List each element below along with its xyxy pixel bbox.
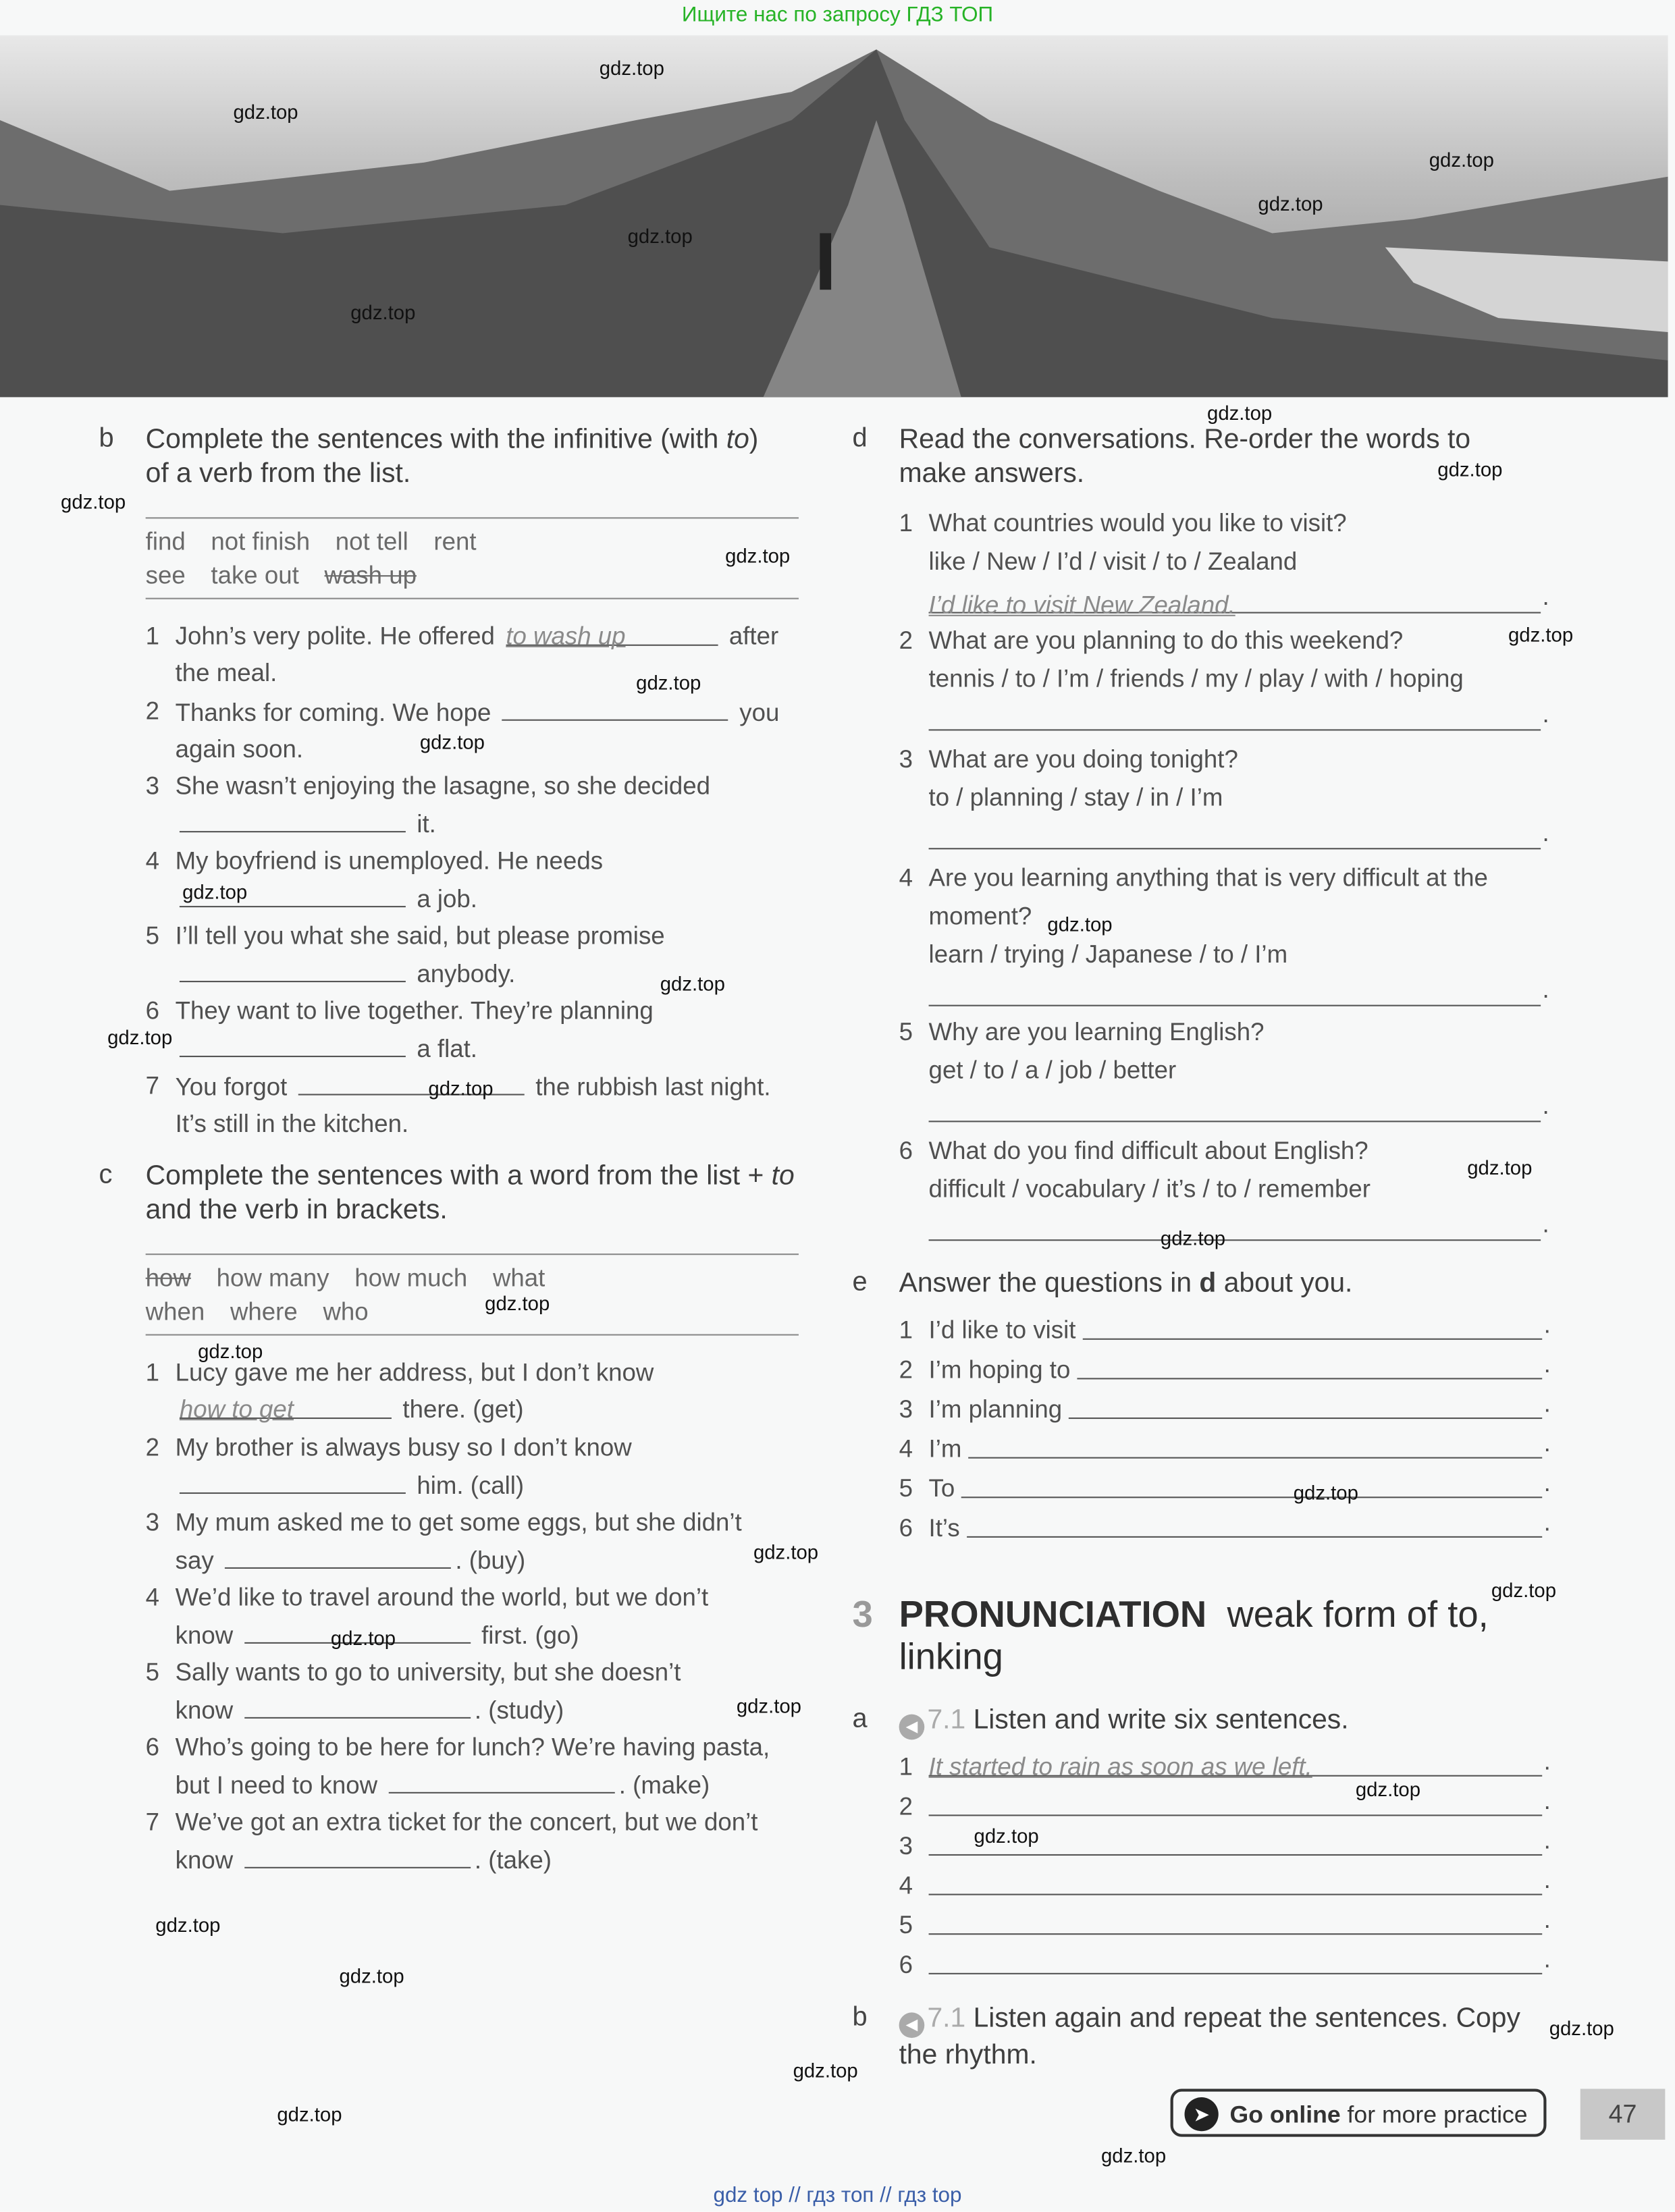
word-list-b	[146, 517, 799, 599]
item-line	[176, 769, 826, 805]
watermark: gdz.top	[1258, 192, 1323, 215]
item-number: 4	[899, 1434, 913, 1463]
go-online-bold: Go online	[1229, 2101, 1341, 2129]
word-order-prompt: to / planning / stay / in / I’m	[928, 782, 1223, 811]
conversation-item	[899, 740, 1537, 849]
watermark: gdz.top	[660, 972, 725, 995]
answer-text: It started to rain as soon as we left.	[928, 1752, 1312, 1781]
answer-item	[899, 1353, 1551, 1388]
watermark: gdz.top	[1508, 623, 1574, 646]
section-b-letter: b	[99, 424, 114, 454]
watermark: gdz.top	[330, 1626, 396, 1650]
word-option: see	[145, 561, 186, 590]
item-number: 6	[899, 1950, 913, 1979]
item-line	[176, 1766, 826, 1803]
sentence-start: I’m hoping to	[928, 1355, 1071, 1384]
item-number: 4	[899, 1871, 913, 1899]
item-line	[176, 1691, 826, 1728]
word-order-prompt: learn / trying / Japanese / to / I’m	[928, 940, 1288, 969]
answer-item	[899, 1472, 1551, 1507]
watermark: gdz.top	[1047, 913, 1113, 936]
item-line	[176, 1580, 826, 1616]
heading-text: about you.	[1216, 1268, 1353, 1299]
answer-item	[899, 1313, 1551, 1349]
item-text: know	[175, 1845, 240, 1874]
item-number: 3	[145, 772, 160, 801]
item-line	[176, 1106, 826, 1141]
item-line	[176, 1029, 826, 1067]
item-line	[176, 919, 826, 954]
word-option: not tell	[335, 527, 408, 556]
word-order-prompt: like / New / I’d / visit / to / Zealand	[928, 547, 1298, 576]
track-number: 7.1	[927, 2002, 966, 2034]
item-text: We’d like to travel around the world, but we don’t	[175, 1582, 709, 1611]
item-number: 2	[899, 626, 913, 655]
question-text: What countries would you like to visit?	[928, 508, 1347, 537]
answer-blank[interactable]	[180, 1029, 406, 1056]
pron-b-letter: b	[852, 2002, 868, 2032]
item-text: . (study)	[474, 1695, 564, 1724]
item-number: 6	[899, 1513, 913, 1542]
word-option: take out	[211, 561, 299, 590]
pron-b-instruction	[899, 2001, 1549, 2072]
sentence-start: I’m	[928, 1434, 962, 1463]
item-number: 4	[145, 1582, 160, 1611]
item-number: 1	[899, 508, 913, 537]
item-text: a job.	[410, 884, 478, 913]
sentence-start: I’m planning	[928, 1395, 1063, 1424]
answer-item	[899, 1392, 1551, 1428]
watermark: gdz.top	[1293, 1481, 1358, 1504]
heading-text: Complete the sentences with a word from the list +	[145, 1160, 772, 1191]
item-line	[176, 694, 826, 731]
item-text: a flat.	[410, 1033, 477, 1062]
answer-text: how to get	[179, 1394, 294, 1423]
answer-blank[interactable]	[180, 1466, 406, 1493]
item-text: . (make)	[618, 1770, 710, 1799]
mountain-photo	[0, 35, 1668, 397]
item-number: 6	[899, 1136, 913, 1165]
sentence-start: To	[928, 1474, 955, 1503]
instruction-text: Listen and write six sentences.	[973, 1704, 1349, 1736]
conversation-item	[899, 859, 1537, 1006]
watermark: gdz.top	[339, 1964, 404, 1987]
item-number: 3	[899, 745, 913, 774]
item-text: I’ll tell you what she said, but please promise	[175, 921, 665, 950]
question-text: Are you learning anything that is very difficult at the moment?	[928, 863, 1488, 930]
question-text: What do you find difficult about English?	[928, 1136, 1368, 1165]
item-line	[176, 994, 826, 1029]
section-d-heading: Read the conversations. Re-order the words to make answers.	[899, 424, 1471, 489]
word-option: how many	[216, 1263, 329, 1292]
word-option: wash up	[324, 561, 417, 590]
item-number: 5	[145, 1657, 160, 1686]
answer-item	[899, 1432, 1551, 1467]
watermark: gdz.top	[428, 1077, 494, 1100]
exercise-item	[145, 1730, 826, 1804]
exercise-item	[145, 1505, 826, 1579]
item-number: 3	[899, 1831, 913, 1860]
exercise-item	[145, 1655, 826, 1729]
item-line	[176, 1541, 826, 1578]
item-number: 3	[145, 1507, 160, 1536]
answer-blank[interactable]	[179, 1391, 392, 1423]
word-order-prompt: tennis / to / I’m / friends / my / play / with / hoping	[928, 664, 1464, 693]
heading-bold: d	[1199, 1268, 1217, 1299]
exercise-item	[145, 1805, 826, 1879]
word-option: what	[492, 1263, 546, 1292]
section-c-letter: c	[99, 1160, 113, 1190]
item-line	[176, 805, 826, 842]
watermark: gdz.top	[155, 1913, 221, 1937]
item-text: him. (call)	[410, 1470, 525, 1499]
word-option: not finish	[211, 527, 311, 556]
cursor-icon: ➤	[1185, 2097, 1219, 2131]
go-online-button[interactable]	[1171, 2088, 1547, 2136]
sentence-line	[899, 1908, 1551, 1939]
item-number: 4	[899, 863, 913, 892]
answer-blank[interactable]	[225, 1541, 451, 1568]
item-number: 2	[899, 1355, 913, 1384]
item-line	[176, 1430, 826, 1466]
answer-line[interactable]	[929, 1789, 1543, 1816]
sentence-start: It’s	[928, 1513, 960, 1542]
item-line	[176, 655, 826, 691]
answer-line[interactable]	[929, 1096, 1541, 1123]
item-number: 5	[899, 1017, 913, 1046]
question-text: Why are you learning English?	[928, 1017, 1265, 1046]
exercise-item	[145, 1069, 826, 1142]
item-line	[176, 1616, 826, 1653]
conversation-item	[899, 1132, 1537, 1241]
watermark: gdz.top	[1437, 458, 1503, 481]
item-text: My brother is always busy so I don’t know	[175, 1433, 632, 1461]
watermark: gdz.top	[1160, 1226, 1226, 1249]
answer-text: to wash up	[506, 622, 626, 651]
answer-line[interactable]	[929, 1947, 1543, 1974]
conversation-item	[899, 622, 1537, 730]
item-text: You forgot	[175, 1073, 294, 1101]
sentence-line	[899, 1868, 1551, 1899]
exercise-item	[145, 1430, 826, 1504]
track-number: 7.1	[927, 1704, 966, 1736]
answer-line[interactable]	[929, 704, 1541, 731]
exercise-item	[145, 1355, 826, 1428]
watermark: gdz.top	[627, 224, 693, 248]
item-text: but I need to know	[175, 1770, 385, 1799]
section-e-heading	[899, 1266, 1353, 1300]
watermark: gdz.top	[1491, 1578, 1557, 1602]
item-text: My mum asked me to get some eggs, but she didn’t	[175, 1507, 742, 1536]
exercise-item	[145, 619, 826, 691]
word-option: who	[323, 1297, 369, 1326]
item-text: Thanks for coming. We hope	[175, 698, 498, 727]
item-text: Lucy gave me her address, but I don’t know	[175, 1358, 654, 1386]
watermark: gdz.top	[736, 1694, 801, 1717]
sentence-start: I’d like to visit	[928, 1316, 1076, 1345]
top-banner[interactable]: Ищите нас по запросу ГДЗ ТОП	[681, 3, 994, 27]
conversation-item	[899, 1013, 1537, 1122]
item-number: 6	[145, 1732, 160, 1761]
answer-blank[interactable]	[244, 1841, 471, 1868]
exercise-item	[145, 919, 826, 995]
item-line	[176, 1069, 826, 1106]
section-d-letter: d	[852, 424, 868, 454]
audio-icon[interactable]: ◀	[899, 2012, 925, 2038]
item-number: 2	[899, 1791, 913, 1820]
item-number: 1	[145, 622, 160, 651]
question-text: What are you doing tonight?	[928, 745, 1238, 774]
heading-text: and the verb in brackets.	[145, 1194, 448, 1226]
audio-icon[interactable]: ◀	[899, 1715, 925, 1740]
item-text: . (take)	[474, 1845, 552, 1874]
item-number: 1	[145, 1358, 160, 1386]
watermark: gdz.top	[277, 2103, 342, 2126]
exercise-item	[145, 994, 826, 1067]
item-line	[176, 1841, 826, 1878]
item-text: John’s very polite. He offered	[175, 622, 502, 651]
answer-line[interactable]	[928, 587, 1541, 620]
heading-text: ) of a verb from the list.	[145, 424, 759, 489]
word-option: find	[145, 527, 186, 556]
answer-line[interactable]	[1069, 1392, 1543, 1419]
item-text: It’s still in the kitchen.	[175, 1108, 409, 1137]
question-text: What are you planning to do this weekend?	[928, 626, 1404, 655]
watermark: gdz.top	[753, 1540, 819, 1563]
section-number: 3	[852, 1592, 873, 1636]
word-option: how	[145, 1263, 191, 1292]
item-text: after	[722, 622, 779, 651]
item-text: you	[733, 698, 780, 727]
watermark: gdz.top	[61, 490, 126, 514]
answer-blank[interactable]	[506, 619, 718, 651]
word-option: where	[230, 1297, 298, 1326]
sentence-line	[899, 1789, 1551, 1820]
item-text: there. (get)	[396, 1394, 524, 1423]
watermark: gdz.top	[1467, 1156, 1533, 1179]
answer-blank[interactable]	[180, 954, 406, 981]
watermark: gdz.top	[793, 2059, 858, 2082]
heading-text: Answer the questions in	[899, 1268, 1200, 1299]
page-number: 47	[1580, 2088, 1666, 2139]
item-text: They want to live together. They’re planning	[175, 996, 654, 1025]
answer-line[interactable]	[928, 1750, 1543, 1781]
watermark: gdz.top	[1207, 401, 1273, 425]
item-number: 5	[145, 921, 160, 950]
answer-line[interactable]	[929, 1868, 1543, 1895]
item-number: 7	[145, 1807, 160, 1836]
item-line	[176, 1505, 826, 1541]
word-option: how much	[354, 1263, 468, 1292]
watermark: gdz.top	[233, 100, 298, 124]
instruction-text: Listen again and repeat the sentences. Copy the rhythm.	[899, 2002, 1520, 2071]
answer-line[interactable]	[929, 823, 1541, 850]
watermark: gdz.top	[1429, 148, 1494, 171]
go-online-text: for more practice	[1340, 2101, 1528, 2129]
watermark: gdz.top	[198, 1339, 263, 1363]
watermark: gdz.top	[725, 544, 791, 567]
item-line	[176, 1730, 826, 1766]
answer-blank[interactable]	[389, 1766, 615, 1793]
answer-line[interactable]	[967, 1511, 1542, 1538]
answer-item	[899, 1511, 1551, 1546]
answer-line[interactable]	[929, 979, 1541, 1006]
exercise-item	[145, 769, 826, 842]
item-line	[176, 1355, 826, 1391]
item-text: She wasn’t enjoying the lasagne, so she decided	[175, 772, 711, 801]
item-text: My boyfriend is unemployed. He needs	[175, 846, 604, 875]
item-text: know	[175, 1620, 240, 1649]
item-number: 2	[145, 1433, 160, 1461]
heading-italic: to	[726, 424, 749, 456]
answer-line[interactable]	[1083, 1313, 1542, 1340]
item-text: first. (go)	[474, 1620, 579, 1649]
pron-a-instruction	[899, 1703, 1349, 1739]
item-line	[176, 1655, 826, 1691]
answer-line[interactable]	[1078, 1353, 1542, 1380]
heading-italic: to	[771, 1160, 795, 1191]
conversation-item	[899, 504, 1537, 620]
item-number: 7	[145, 1071, 160, 1100]
item-text: it.	[410, 809, 436, 838]
item-line	[176, 731, 826, 767]
pronunciation-subtitle: weak form of to, linking	[899, 1592, 1489, 1678]
bottom-footer-links[interactable]: gdz top // гдз топ // гдз top	[713, 2183, 962, 2208]
item-text: Who’s going to be here for lunch? We’re having pasta,	[175, 1732, 770, 1761]
watermark: gdz.top	[636, 671, 701, 695]
item-number: 5	[899, 1474, 913, 1503]
section-c-heading	[146, 1159, 796, 1226]
word-order-prompt: difficult / vocabulary / it’s / to / remember	[928, 1174, 1371, 1203]
watermark: gdz.top	[419, 730, 485, 753]
answer-line[interactable]	[962, 1472, 1542, 1499]
watermark: gdz.top	[974, 1824, 1039, 1847]
pron-a-letter: a	[852, 1704, 868, 1734]
item-text: anybody.	[410, 959, 516, 988]
watermark: gdz.top	[485, 1291, 550, 1315]
item-number: 2	[145, 697, 160, 726]
item-text: know	[175, 1695, 240, 1724]
item-text: We’ve got an extra ticket for the concert, but we don’t	[175, 1807, 758, 1836]
word-option: rent	[433, 527, 477, 556]
item-number: 1	[899, 1752, 913, 1781]
answer-line[interactable]	[929, 1214, 1541, 1241]
section-b-heading	[146, 423, 782, 490]
answer-blank[interactable]	[244, 1691, 471, 1718]
watermark: gdz.top	[350, 300, 416, 324]
item-number: 4	[145, 846, 160, 875]
item-line	[176, 954, 826, 995]
item-text: Sally wants to go to university, but she doesn’t	[175, 1657, 681, 1686]
watermark: gdz.top	[1549, 2016, 1614, 2040]
answer-text: I’d like to visit New Zealand.	[928, 591, 1235, 620]
item-line	[176, 880, 826, 917]
watermark: gdz.top	[1100, 2144, 1167, 2167]
item-number: 5	[899, 1910, 913, 1939]
watermark: gdz.top	[1355, 1777, 1421, 1801]
word-order-prompt: get / to / a / job / better	[928, 1055, 1177, 1084]
item-line	[176, 619, 826, 655]
item-line	[176, 844, 826, 880]
heading-text: Complete the sentences with the infinitive (with	[145, 424, 726, 456]
item-number: 6	[145, 996, 160, 1025]
sentence-line	[899, 1947, 1551, 1979]
item-line	[176, 1805, 826, 1841]
watermark: gdz.top	[182, 880, 248, 903]
answer-blank[interactable]	[502, 694, 728, 721]
word-option: when	[145, 1297, 205, 1326]
word-list-c	[146, 1253, 799, 1335]
item-text: say	[175, 1545, 221, 1574]
item-line	[176, 1391, 826, 1427]
mountain-image-icon	[0, 35, 1668, 397]
item-text: the rubbish last night.	[529, 1073, 771, 1101]
exercise-item	[145, 1580, 826, 1654]
section-e-letter: e	[852, 1268, 868, 1298]
watermark: gdz.top	[599, 56, 664, 80]
exercise-item	[145, 844, 826, 917]
item-text: the meal.	[175, 657, 277, 686]
item-text: again soon.	[175, 734, 304, 763]
sentence-line	[899, 1750, 1551, 1781]
exercise-item	[145, 694, 826, 767]
answer-blank[interactable]	[180, 805, 406, 832]
item-line	[176, 1466, 826, 1503]
pronunciation-heading	[899, 1593, 1521, 1678]
item-text: . (buy)	[455, 1545, 526, 1574]
item-number: 3	[899, 1395, 913, 1424]
answer-line[interactable]	[929, 1908, 1543, 1935]
pronunciation-title: PRONUNCIATION	[899, 1592, 1207, 1636]
answer-line[interactable]	[969, 1432, 1542, 1459]
item-number: 1	[899, 1316, 913, 1345]
watermark: gdz.top	[107, 1026, 173, 1049]
